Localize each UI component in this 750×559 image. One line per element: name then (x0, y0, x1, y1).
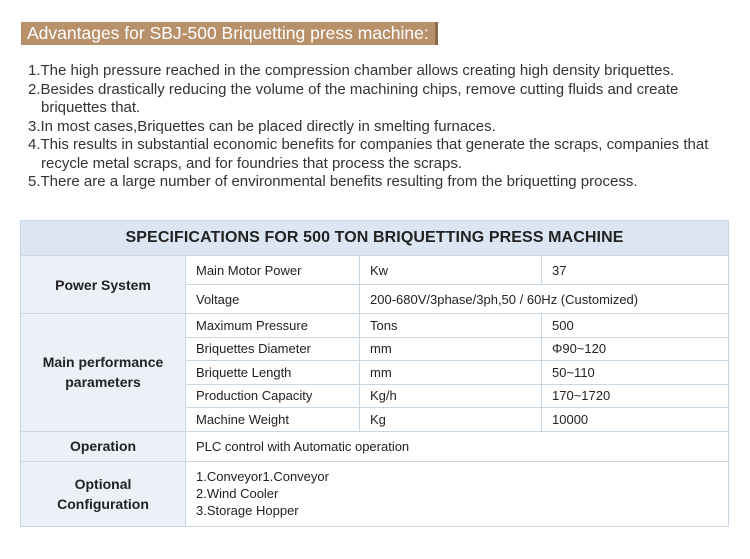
table-row (21, 314, 729, 338)
table-row (21, 431, 729, 461)
advantage-item: 1.The high pressure reached in the compression chamber allows creating high density briquettes. (28, 62, 675, 79)
spec-value: 37 (542, 256, 729, 285)
operation-value: PLC control with Automatic operation (186, 431, 729, 461)
spec-item: Briquette Length (186, 361, 360, 385)
spec-item: Maximum Pressure (186, 314, 360, 338)
spec-unit: Kg/h (360, 384, 542, 408)
spec-item: Briquettes Diameter (186, 337, 360, 361)
specifications-table (20, 220, 729, 527)
group-label-power: Power System (21, 256, 186, 314)
spec-value: 10000 (542, 408, 729, 432)
advantage-item: 5.There are a large number of environmental benefits resulting from the briquetting process. (28, 173, 638, 190)
spec-value: 170~1720 (542, 384, 729, 408)
spec-value: 200-680V/3phase/3ph,50 / 60Hz (Customized) (360, 285, 729, 314)
spec-value: 500 (542, 314, 729, 338)
banner-title: Advantages for SBJ-500 Briquetting press machine: (27, 23, 429, 43)
spec-item: Machine Weight (186, 408, 360, 432)
table-row (21, 256, 729, 285)
advantage-item: 2.Besides drastically reducing the volume of the machining chips, remove cutting fluids and create briquettes that. (28, 80, 679, 116)
advantage-item: 4.This results in substantial economic benefits for companies that generate the scraps, companies that recycle metal scraps, and for foundries that process the scraps. (28, 136, 709, 172)
spec-unit: Kg (360, 408, 542, 432)
spec-item: Voltage (186, 285, 360, 314)
table-title: SPECIFICATIONS FOR 500 TON BRIQUETTING PRESS MACHINE (21, 221, 729, 256)
optional-item: 1.Conveyor1.Conveyor (196, 469, 329, 484)
section-banner (21, 22, 438, 45)
spec-unit: mm (360, 337, 542, 361)
spec-unit: Tons (360, 314, 542, 338)
spec-item: Main Motor Power (186, 256, 360, 285)
optional-item: 3.Storage Hopper (196, 503, 299, 518)
spec-value: Φ90~120 (542, 337, 729, 361)
spec-unit: Kw (360, 256, 542, 285)
group-label-operation: Operation (21, 431, 186, 461)
table-row (21, 461, 729, 526)
optional-item: 2.Wind Cooler (196, 486, 279, 501)
spec-unit: mm (360, 361, 542, 385)
spec-value: 50~110 (542, 361, 729, 385)
group-label-optional: Optional Configuration (21, 461, 186, 526)
optional-config-list (186, 461, 729, 526)
group-label-performance: Main performance parameters (21, 314, 186, 432)
spec-item: Production Capacity (186, 384, 360, 408)
advantage-item: 3.In most cases,Briquettes can be placed directly in smelting furnaces. (28, 117, 496, 135)
advantages-list (28, 62, 728, 192)
